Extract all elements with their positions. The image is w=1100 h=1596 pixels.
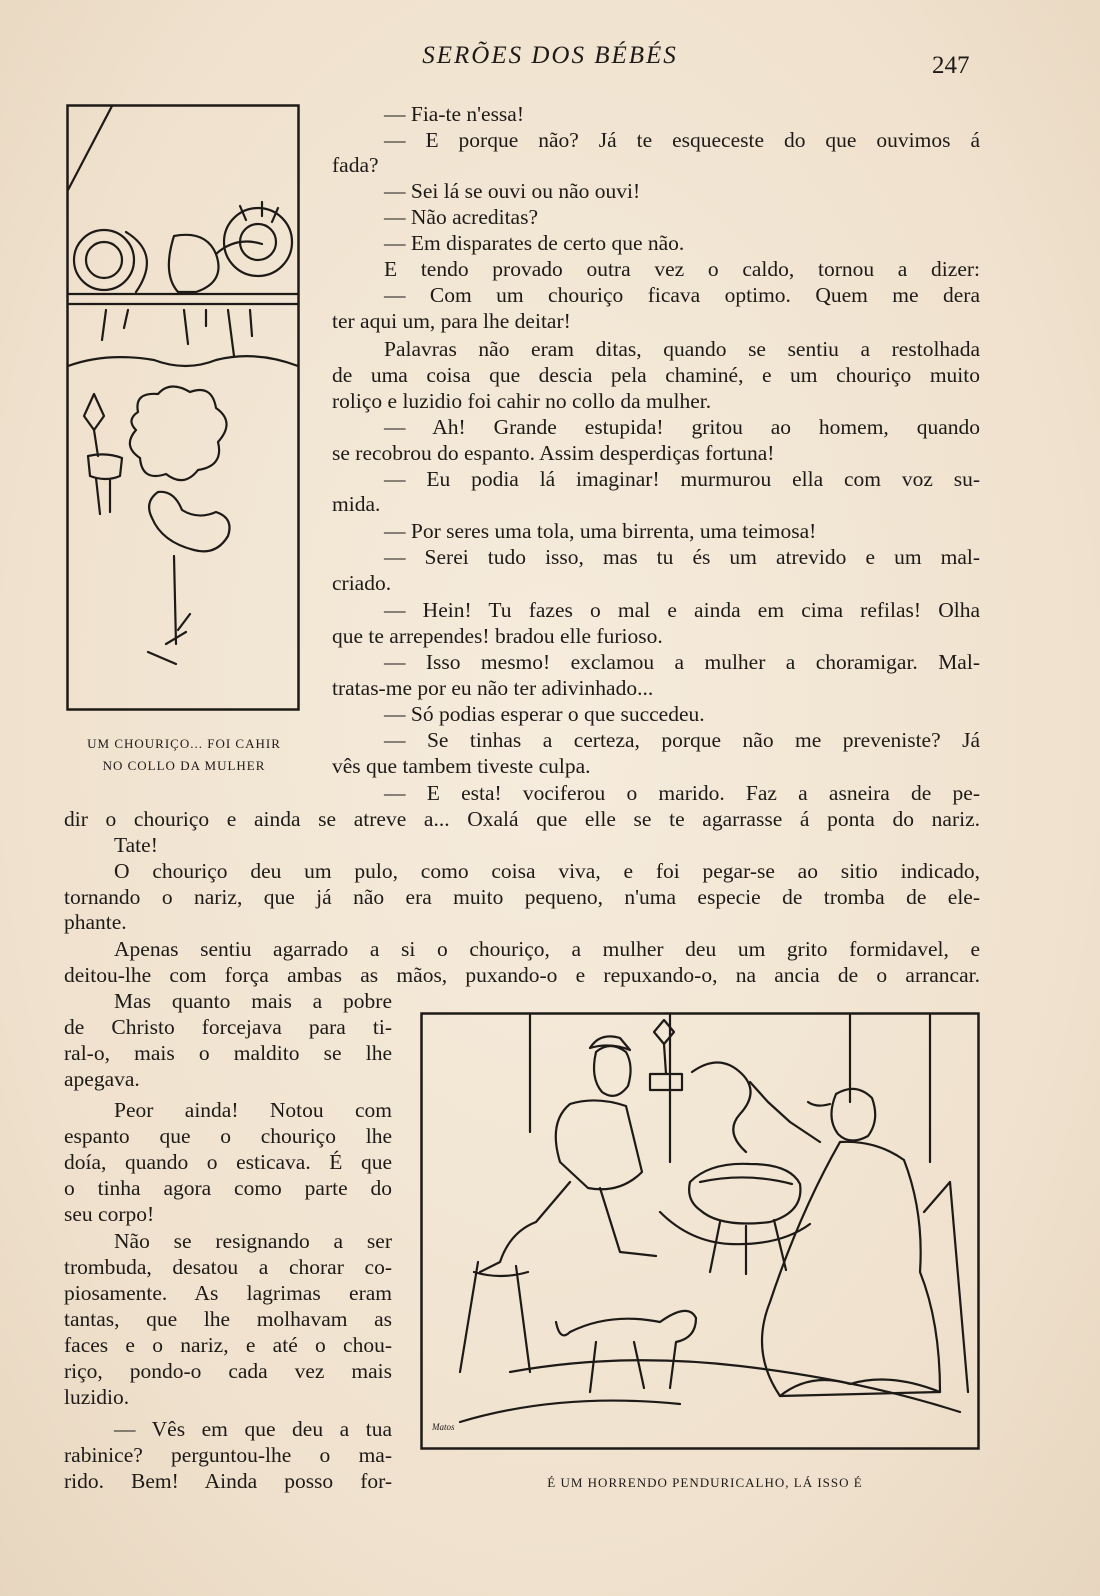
kitchen-quarrel-illustration bbox=[420, 1012, 980, 1450]
text-line: de Christo forcejava para ti- bbox=[64, 1015, 392, 1039]
text-line: Não se resignando a ser bbox=[114, 1229, 392, 1253]
text-line: de uma coisa que descia pela chaminé, e um chouriço muito bbox=[332, 363, 980, 387]
text-line: ral-o, mais o maldito se lhe bbox=[64, 1041, 392, 1065]
page-number: 247 bbox=[932, 52, 970, 79]
text-line: — Hein! Tu fazes o mal e ainda em cima refilas! Olha bbox=[384, 598, 980, 622]
text-line: — Fia-te n'essa! bbox=[384, 102, 525, 126]
text-line: — Não acreditas? bbox=[384, 205, 539, 229]
illustration-signature: Matos bbox=[432, 1422, 455, 1432]
text-line: Palavras não eram ditas, quando se sentiu a restolhada bbox=[384, 337, 980, 361]
text-line: — E esta! vociferou o marido. Faz a asneira de pe- bbox=[384, 781, 980, 805]
text-line: se recobrou do espanto. Assim desperdiças fortuna! bbox=[332, 441, 775, 465]
text-line: rabinice? perguntou-lhe o ma- bbox=[64, 1443, 392, 1467]
text-line: tratas-me por eu não ter adivinhado... bbox=[332, 676, 654, 700]
text-line: — Só podias esperar o que succedeu. bbox=[384, 702, 705, 726]
text-line: que te arrependes! bradou elle furioso. bbox=[332, 624, 663, 648]
text-line: trombuda, desatou a chorar co- bbox=[64, 1255, 392, 1279]
text-line: phante. bbox=[64, 910, 127, 934]
text-line: o tinha agora como parte do bbox=[64, 1176, 392, 1200]
text-line: — Se tinhas a certeza, porque não me preveniste? Já bbox=[384, 728, 980, 752]
text-line: riço, pondo-o cada vez mais bbox=[64, 1359, 392, 1383]
text-line: Peor ainda! Notou com bbox=[114, 1098, 392, 1122]
text-line: — Ah! Grande estupida! gritou ao homem, quando bbox=[384, 415, 980, 439]
text-line: — Isso mesmo! exclamou a mulher a choramigar. Mal- bbox=[384, 650, 980, 674]
text-line: espanto que o chouriço lhe bbox=[64, 1124, 392, 1148]
text-line: Mas quanto mais a pobre bbox=[114, 989, 392, 1013]
text-line: deitou-lhe com força ambas as mãos, puxando-o e repuxando-o, na ancia de o arrancar. bbox=[64, 963, 980, 987]
text-line: — Eu podia lá imaginar! murmurou ella com voz su- bbox=[384, 467, 980, 491]
text-line: rido. Bem! Ainda posso for- bbox=[64, 1469, 392, 1493]
text-line: criado. bbox=[332, 571, 392, 595]
bottom-figure-caption: É UM HORRENDO PENDURICALHO, LÁ ISSO É bbox=[547, 1475, 863, 1490]
text-line: roliço e luzidio foi cahir no collo da mulher. bbox=[332, 389, 712, 413]
text-line: mida. bbox=[332, 492, 381, 516]
text-line: — E porque não? Já te esqueceste do que ouvimos á bbox=[384, 128, 980, 152]
text-line: — Com um chouriço ficava optimo. Quem me dera bbox=[384, 283, 980, 307]
caption-line: NO COLLO DA MULHER bbox=[102, 758, 266, 773]
text-line: piosamente. As lagrimas eram bbox=[64, 1281, 392, 1305]
text-line: tantas, que lhe molhavam as bbox=[64, 1307, 392, 1331]
text-line: fada? bbox=[332, 153, 379, 177]
top-figure-caption bbox=[56, 733, 312, 777]
text-line: dir o chouriço e ainda se atreve a... Oxalá que elle se te agarrasse á ponta do nariz. bbox=[64, 807, 980, 831]
caption-line: UM CHOURIÇO... FOI CAHIR bbox=[87, 736, 281, 751]
text-line: faces e o nariz, e até o chou- bbox=[64, 1333, 392, 1357]
text-line: ter aqui um, para lhe deitar! bbox=[332, 309, 571, 333]
text-line: — Vês em que deu a tua bbox=[114, 1417, 392, 1441]
text-line: O chouriço deu um pulo, como coisa viva, e foi pegar-se ao sitio indicado, bbox=[114, 859, 980, 883]
text-line: apegava. bbox=[64, 1067, 140, 1091]
text-line: E tendo provado outra vez o caldo, tornou a dizer: bbox=[384, 257, 980, 281]
text-line: seu corpo! bbox=[64, 1202, 155, 1226]
text-line: luzidio. bbox=[64, 1385, 130, 1409]
text-line: — Por seres uma tola, uma birrenta, uma teimosa! bbox=[384, 519, 817, 543]
text-line: tornando o nariz, que já não era muito pequeno, n'uma especie de tromba de ele- bbox=[64, 885, 980, 909]
text-line: vês que tambem tiveste culpa. bbox=[332, 754, 591, 778]
text-line: — Sei lá se ouvi ou não ouvi! bbox=[384, 179, 641, 203]
text-line: — Em disparates de certo que não. bbox=[384, 231, 685, 255]
text-line: Tate! bbox=[114, 833, 158, 857]
text-line: doía, quando o esticava. É que bbox=[64, 1150, 392, 1174]
text-line: — Serei tudo isso, mas tu és um atrevido e um mal- bbox=[384, 545, 980, 569]
chimney-illustration bbox=[66, 104, 300, 712]
text-line: Apenas sentiu agarrado a si o chouriço, a mulher deu um grito formidavel, e bbox=[114, 937, 980, 961]
running-header: SERÕES DOS BÉBÉS bbox=[422, 42, 678, 69]
